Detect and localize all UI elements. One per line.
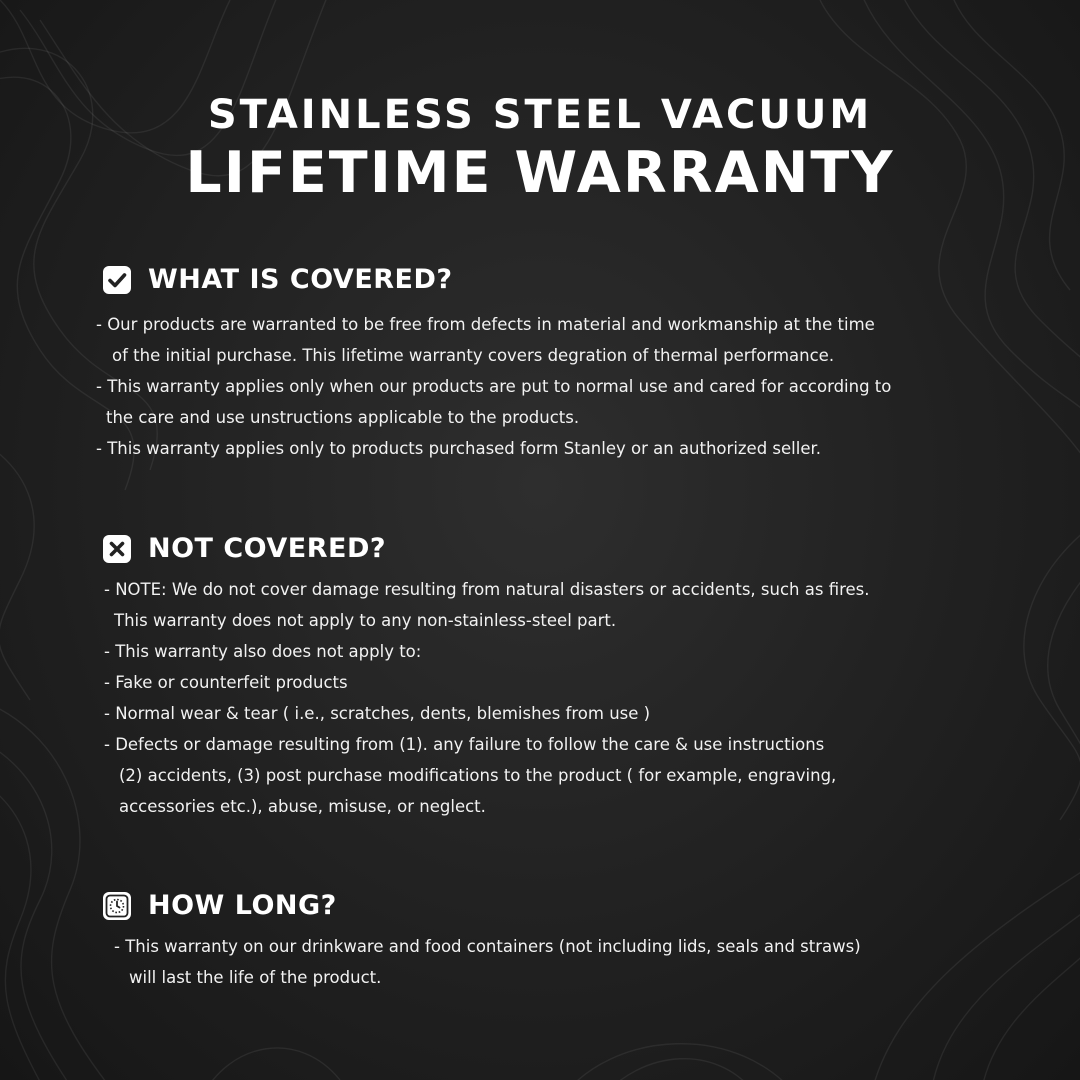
not-covered-line: - Defects or damage resulting from (1). any failure to follow the care & use instructions — [104, 735, 825, 754]
how-long-heading-text: HOW LONG? — [148, 890, 337, 921]
not-covered-line: - This warranty also does not apply to: — [104, 642, 422, 661]
clock-icon — [102, 891, 132, 921]
not-covered-heading-text: NOT COVERED? — [148, 533, 387, 564]
not-covered-line: (2) accidents, (3) post purchase modifications to the product ( for example, engraving, — [119, 766, 837, 785]
covered-line: - This warranty applies only when our products are put to normal use and cared for according to — [96, 377, 892, 396]
how-long-heading — [102, 888, 337, 924]
covered-line: - This warranty applies only to products purchased form Stanley or an authorized seller. — [96, 439, 822, 458]
close-box-icon — [102, 534, 132, 564]
checkbox-checked-icon — [102, 265, 132, 295]
not-covered-line: - NOTE: We do not cover damage resulting from natural disasters or accidents, such as fires. — [104, 580, 870, 599]
how-long-line: will last the life of the product. — [129, 968, 382, 987]
title-line-2: LIFETIME WARRANTY — [185, 140, 895, 206]
covered-heading — [102, 262, 453, 298]
title-line-1: STAINLESS STEEL VACUUM — [207, 92, 873, 138]
covered-line: the care and use unstructions applicable to the products. — [106, 408, 580, 427]
not-covered-line: accessories etc.), abuse, misuse, or neglect. — [119, 797, 486, 816]
covered-line: - Our products are warranted to be free from defects in material and workmanship at the time — [96, 315, 875, 334]
covered-heading-text: WHAT IS COVERED? — [148, 264, 453, 295]
not-covered-line: This warranty does not apply to any non-stainless-steel part. — [114, 611, 617, 630]
not-covered-heading — [102, 531, 386, 567]
not-covered-line: - Normal wear & tear ( i.e., scratches, dents, blemishes from use ) — [104, 704, 651, 723]
covered-line: of the initial purchase. This lifetime warranty covers degration of thermal performance. — [112, 346, 835, 365]
not-covered-line: - Fake or counterfeit products — [104, 673, 348, 692]
how-long-line: - This warranty on our drinkware and food containers (not including lids, seals and straws) — [114, 937, 861, 956]
